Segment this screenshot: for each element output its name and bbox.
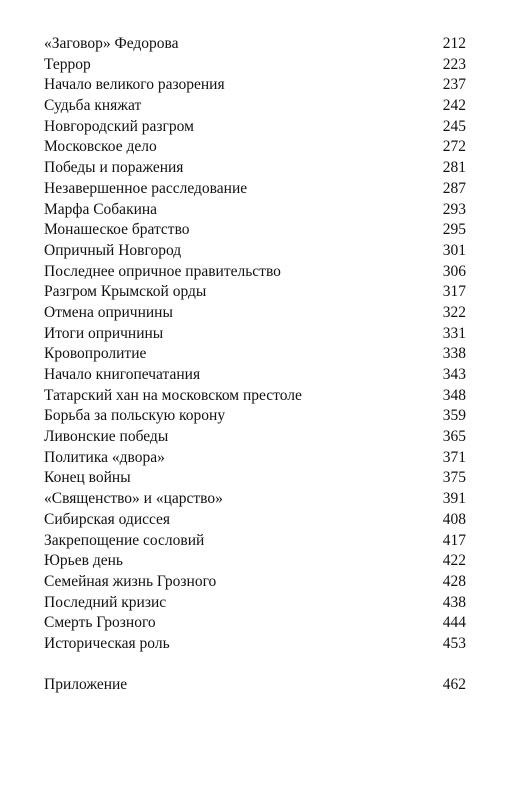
toc-entry-page: 281 <box>442 159 466 177</box>
toc-entry-page: 348 <box>442 386 466 404</box>
toc-entry-page: 331 <box>442 324 466 342</box>
toc-row <box>44 137 466 158</box>
toc-row <box>44 510 466 531</box>
toc-entry-title: Московское дело <box>44 138 157 156</box>
toc-entry-page: 293 <box>442 200 466 218</box>
toc-entry-page: 317 <box>442 283 466 301</box>
toc-row <box>44 303 466 324</box>
toc-entry-title: Кровопролитие <box>44 345 147 363</box>
toc-entry-title: Марфа Собакина <box>44 200 158 218</box>
toc-entry-title: Приложение <box>44 676 128 693</box>
toc-entry-page: 223 <box>442 55 466 73</box>
toc-entry-title: Новгородский разгром <box>44 117 194 135</box>
toc-entry-title: Судьба княжат <box>44 97 142 115</box>
toc-entry-title: «Заговор» Федорова <box>44 35 179 52</box>
toc-entry-title: Начало великого разорения <box>44 76 225 94</box>
toc-row <box>44 365 466 386</box>
toc-entry-title: Победы и поражения <box>44 159 184 177</box>
toc-entry-page: 212 <box>442 35 466 52</box>
toc-entry-page: 375 <box>442 469 466 487</box>
toc-entry-title: Смерть Грозного <box>44 614 156 632</box>
toc-row <box>44 448 466 469</box>
toc-entry-title: Борьба за польскую корону <box>44 407 226 425</box>
toc-entry-page: 371 <box>442 448 466 466</box>
toc-row <box>44 96 466 117</box>
toc-row <box>44 324 466 345</box>
toc-entry-title: Отмена опричнины <box>44 303 173 321</box>
toc-row <box>44 34 466 55</box>
toc-row <box>44 593 466 614</box>
toc-entry-page: 322 <box>442 303 466 321</box>
toc-entry-page: 438 <box>442 593 466 611</box>
toc-entry-title: Татарский хан на московском престоле <box>44 386 302 404</box>
toc-entry-title: Конец войны <box>44 469 131 487</box>
toc-row <box>44 75 466 96</box>
toc-entry-page: 408 <box>442 510 466 528</box>
toc-row <box>44 344 466 365</box>
toc-entry-title: Незавершенное расследование <box>44 179 248 197</box>
toc-entry-page: 462 <box>442 676 466 693</box>
toc-row <box>44 282 466 303</box>
toc-row <box>44 220 466 241</box>
toc-entry-page: 359 <box>442 407 466 425</box>
toc-row <box>44 117 466 138</box>
toc-row <box>44 158 466 179</box>
toc-entry-page: 295 <box>442 221 466 239</box>
toc-row <box>44 572 466 593</box>
toc-entry-page: 237 <box>442 76 466 94</box>
appendix-entry <box>44 675 466 696</box>
toc-entry-page: 365 <box>442 428 466 446</box>
toc-entry-title: Ливонские победы <box>44 428 169 446</box>
toc-entry-title: Разгром Крымской орды <box>44 283 207 301</box>
toc-row <box>44 241 466 262</box>
toc-entry-title: Последний кризис <box>44 593 167 611</box>
toc-entry-title: Последнее опричное правительство <box>44 262 281 280</box>
toc-row <box>44 468 466 489</box>
toc-entry-page: 422 <box>442 552 466 570</box>
toc-entry-title: Сибирская одиссея <box>44 510 171 528</box>
toc-row <box>44 200 466 221</box>
toc-entry-title: Итоги опричнины <box>44 324 164 342</box>
toc-entry-page: 301 <box>442 241 466 259</box>
toc-entry-title: Начало книгопечатания <box>44 366 201 383</box>
toc-entry-title: Террор <box>44 55 91 73</box>
toc-entry-page: 417 <box>442 531 466 549</box>
toc-row <box>44 613 466 634</box>
toc-row <box>44 634 466 655</box>
toc-entry-page: 343 <box>442 366 466 383</box>
toc-row <box>44 551 466 572</box>
toc-entry-page: 338 <box>442 345 466 363</box>
toc-row <box>44 55 466 76</box>
toc-entry-title: Закрепощение сословий <box>44 531 205 549</box>
toc-row <box>44 531 466 552</box>
toc-entry-title: «Священство» и «царство» <box>44 490 223 508</box>
toc-entry-title: Историческая роль <box>44 634 170 652</box>
toc-row <box>44 427 466 448</box>
toc-entry-title: Монашеское братство <box>44 221 190 239</box>
table-of-contents <box>44 34 466 655</box>
toc-row <box>44 406 466 427</box>
toc-row <box>44 489 466 510</box>
toc-entry-page: 245 <box>442 117 466 135</box>
toc-entry-title: Юрьев день <box>44 552 123 570</box>
toc-entry-page: 242 <box>442 97 466 115</box>
toc-entry-page: 444 <box>442 614 466 632</box>
toc-row <box>44 386 466 407</box>
toc-entry-title: Опричный Новгород <box>44 241 182 259</box>
toc-row <box>44 675 466 696</box>
toc-entry-title: Политика «двора» <box>44 448 165 466</box>
toc-row <box>44 262 466 283</box>
toc-entry-page: 287 <box>442 179 466 197</box>
toc-entry-page: 453 <box>442 634 466 652</box>
toc-entry-page: 391 <box>442 490 466 508</box>
toc-entry-page: 428 <box>442 572 466 590</box>
toc-entry-page: 272 <box>442 138 466 156</box>
toc-row <box>44 179 466 200</box>
toc-entry-page: 306 <box>442 262 466 280</box>
toc-entry-title: Семейная жизнь Грозного <box>44 572 217 590</box>
